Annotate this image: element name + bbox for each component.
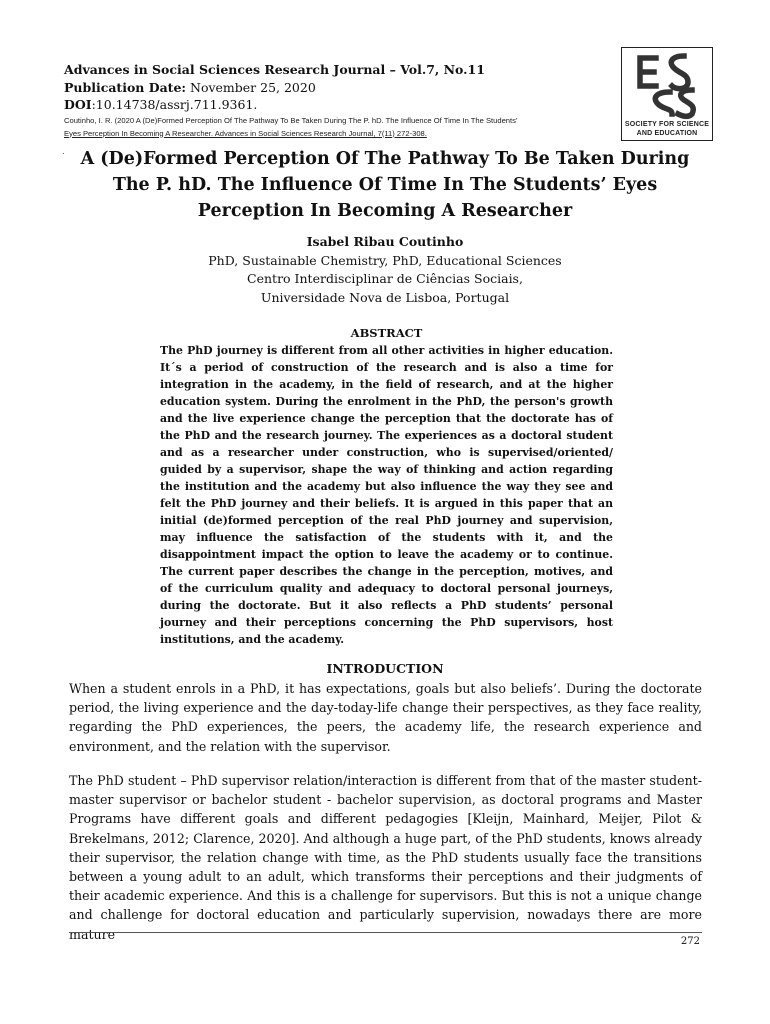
author-name: Isabel Ribau Coutinho [306, 234, 464, 249]
paper-title: A (De)Formed Perception Of The Pathway To Be Taken During The P. hD. The Influence Of Time In The Students’ Eyes Perception In Becoming A Researcher [80, 149, 690, 221]
introduction-paragraph-2: The PhD student – PhD supervisor relation/interaction is different from that of the master student-master supervisor or bachelor student - bachelor supervision, as doctoral programs and Master Programs have different goals and different pedagogies [Kleijn, Mainhard, Meijer, Pilot & Brekelmans, 2012; Clarence, 2020]. And although a huge part, of the PhD students, knows already their supervisor, the relation change with time, as the PhD students usually face the transitions between a young adult to an adult, which transforms their perceptions and their judgments of their academic experience. And this is a challenge for supervisors. But this is not a unique change and challenge for doctoral education and particularly supervision, nowadays there are more mature [69, 773, 702, 942]
introduction-heading: INTRODUCTION [326, 661, 444, 676]
citation [64, 115, 619, 140]
sse-logo-caption: SOCIETY FOR SCIENCE AND EDUCATION [624, 121, 710, 137]
abstract-text: The PhD journey is different from all other activities in higher education. It´s a period of construction of the research and is also a time for integration in the academy, in the field of research, and at the higher education system. During the enrolment in the PhD, the person's growth and the live experience change the perception that the doctorate has of the PhD and the research journey. The experiences as a doctoral student and as a researcher under construction, who is supervised/oriented/ guided by a supervisor, shape the way of thinking and action regarding the institution and the academy but also influence the way they see and felt the PhD journey and their beliefs. It is argued in this paper that an initial (de)formed perception of the real PhD journey and supervision, may influence the satisfaction of the students with it, and the disappointment impact the option to leave the academy or to continue. The current paper describes the change in the perception, motives, and of the curriculum quality and adequacy to doctoral personal journeys, during the doctorate. But it also reflects a PhD students’ personal journey and their perceptions concerning the PhD supervisors, host institutions, and the academy. [160, 344, 613, 646]
footer-rule [69, 932, 702, 933]
citation-line-2: Eyes Perception In Becoming A Researcher. Advances in Social Sciences Research Journal, 7(11) 272-308. [64, 128, 427, 138]
author-block [100, 233, 670, 307]
citation-line-1: Coutinho, I. R. (2020 A (De)Formed Perception Of The Pathway To Be Taken During The P. hD. The Influence Of Time In The Students’ [64, 116, 518, 125]
journal-header [64, 61, 619, 114]
sse-logo-mark [626, 50, 708, 120]
author-affiliation-2: Centro Interdisciplinar de Ciências Sociais, [247, 271, 523, 286]
doi: DOI:10.14738/assrj.711.9361. [64, 97, 258, 112]
bullet-dot: · [62, 149, 65, 158]
author-affiliation-3: Universidade Nova de Lisboa, Portugal [260, 289, 510, 305]
journal-name: Advances in Social Sciences Research Journal – Vol.7, No.11 [64, 62, 485, 77]
author-affiliation-1: PhD, Sustainable Chemistry, PhD, Educational Sciences [208, 252, 562, 268]
publication-date: Publication Date: November 25, 2020 [64, 79, 316, 95]
sse-logo [621, 47, 713, 141]
page-number: 272 [680, 936, 700, 947]
introduction-paragraph-1: When a student enrols in a PhD, it has expectations, goals but also beliefs’. During the doctorate period, the living experience and the day-today-life change their perspectives, as they face reality, regarding the PhD experiences, the peers, the academy life, the research experience and environment, and the relation with the supervisor. [69, 681, 702, 754]
abstract-heading: ABSTRACT [350, 326, 423, 340]
